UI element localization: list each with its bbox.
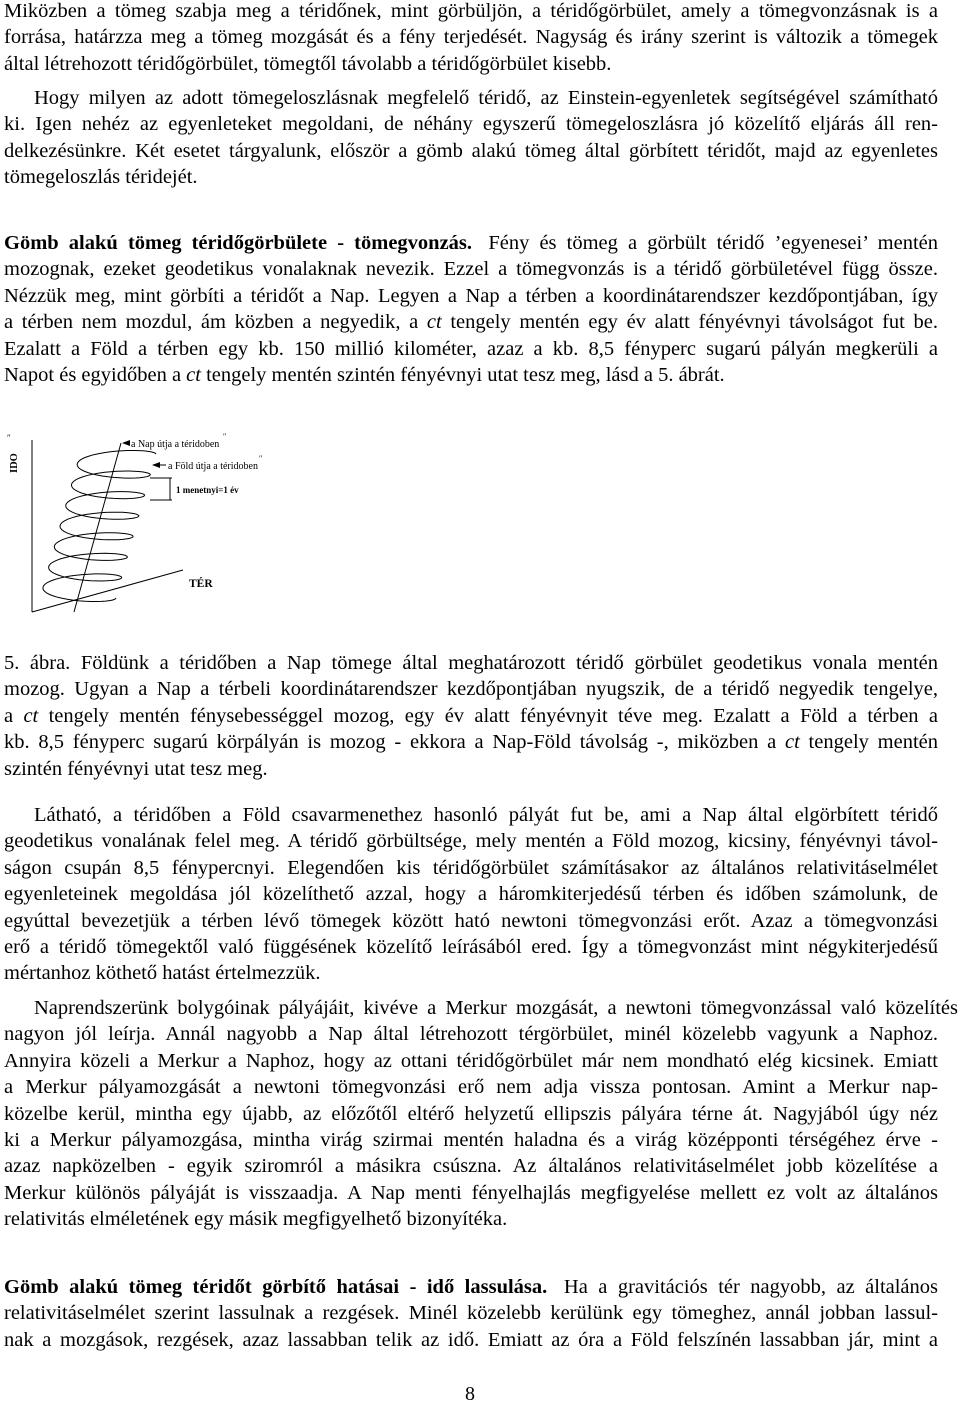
text-line bbox=[4, 1274, 938, 1300]
page-number: 8 bbox=[465, 1383, 475, 1405]
text-line: a Merkur pályamozgását a newtoni tömegvonzási erő nem adja vissza pontosan. Amint a Merkur nap- bbox=[4, 1076, 938, 1099]
earth-path-label: a Föld útja a téridoben bbox=[168, 461, 258, 472]
section-time-dilation bbox=[4, 1274, 938, 1353]
text-line: ki a Merkur pályamozgása, mintha virág szirmai mentén haladna és a virág középponti térségéhez érve - bbox=[4, 1128, 938, 1151]
text-line: delkezésünkre. Két esetet tárgyalunk, először a gömb alakú tömeg által görbített téridőt, majd az egyenletes bbox=[4, 139, 938, 162]
text-segment: a térben nem mozdul, ám közben a negyedik, a bbox=[4, 311, 427, 334]
text-line: Hogy milyen az adott tömegeloszlásnak megfelelő téridő, az Einstein-egyenletek segítségével számítható bbox=[34, 87, 938, 109]
sun-path-line bbox=[74, 443, 121, 612]
math-ct: ct bbox=[426, 311, 442, 334]
text-line: ságon csupán 8,5 fénypercnyi. Elegendően kis téridőgörbület számításakor az általános relativitáselmélet bbox=[4, 856, 938, 879]
text-line: Látható, a téridőben a Föld csavarmenethez hasonló pályát fut be, ami a Nap által elgörbített téridő bbox=[34, 804, 938, 826]
text-segment: tengely mentén fénysebességgel mozog, egy év alatt fényévnyit téve meg. Ezalatt a Föld a térben a bbox=[38, 704, 938, 727]
spacetime-helix-figure bbox=[0, 430, 280, 625]
text-segment: tengely mentén bbox=[799, 731, 938, 754]
text-line: geodetikus vonalának felel meg. A téridő görbültsége, mely mentén a Föld mozog, kicsiny, fényévnyi távol- bbox=[4, 830, 938, 853]
text-line: Ezalatt a Föld a térben egy kb. 150 millió kilométer, azaz a kb. 8,5 fényperc sugarú pályán megkerüli a bbox=[4, 337, 938, 360]
text-line: Nézzük meg, mint görbíti a téridőt a Nap. Legyen a Nap a térben a koordinátarendszer kezdőpontjában, így bbox=[4, 284, 938, 307]
text-line: Annyira közeli a Merkur a Naphoz, hogy az ottani téridőgörbület már nem mondható elég kicsinek. Emiatt bbox=[4, 1049, 938, 1072]
text-line: azaz napközelben - egyik sziromról a másikra csúszna. Az általános relativitáselmélet jobb közelítése a bbox=[4, 1155, 938, 1178]
space-axis-label: TÉR bbox=[189, 578, 213, 590]
text-line: 5. ábra. Földünk a téridőben a Nap tömege által meghatározott téridő görbület geodetikus vonala mentén bbox=[4, 652, 938, 674]
section-heading: Gömb alakú tömeg téridőt görbítő hatásai - idő lassulása. bbox=[4, 1276, 548, 1298]
paragraph-helix-orbit bbox=[4, 802, 938, 987]
one-turn-label: 1 menetnyi=1 év bbox=[176, 485, 239, 495]
text-segment: Ha a gravitációs tér nagyobb, az általános bbox=[563, 1276, 939, 1298]
text-segment: kb. 8,5 fényperc sugarú körpályán is mozog - ekkora a Nap-Föld távolság -, miközben a bbox=[4, 731, 785, 754]
text-line: relativitáselmélet szerint lassulnak a rezgések. Minél közelebb kerülünk egy tömeghez, annál jobban lassul- bbox=[4, 1302, 938, 1325]
space-axis-line bbox=[32, 570, 183, 612]
sun-path-label: a Nap útja a téridoben bbox=[131, 439, 220, 450]
text-line: Merkur különös pályáját is visszaadja. A Nap menti fényelhajlás megfigyelése mellett ez volt az általános bbox=[4, 1181, 938, 1204]
text-line: nagyon jól leírja. Annál nagyobb a Nap által létrehozott térgörbület, minél közelebb vagyunk a Naphoz. bbox=[4, 1023, 938, 1046]
text-line: mértanhoz köthető hatást értelmezzük. bbox=[4, 962, 321, 985]
text-line: mozog. Ugyan a Nap a térbeli koordinátarendszer kezdőpontjában nyugszik, de a téridő negyedik tengelye, bbox=[4, 678, 938, 701]
paragraph-mercury-orbit bbox=[4, 995, 958, 1233]
paragraph-intro bbox=[4, 0, 938, 77]
paragraph-einstein-equations bbox=[4, 85, 938, 191]
text-line bbox=[4, 230, 938, 256]
text-segment: a bbox=[4, 704, 24, 727]
math-ct: ct bbox=[784, 731, 800, 754]
text-line bbox=[4, 309, 938, 335]
text-line: tömegeloszlás téridejét. bbox=[4, 166, 198, 189]
one-turn-bracket bbox=[150, 478, 172, 500]
text-line: relativitás elméletének egy másik megfigyelhető bizonyítéka. bbox=[4, 1208, 508, 1231]
text-line: közelbe kerül, mintha egy újabb, az előzőtől eltérő helyzetű ellipszis pályára térne át. Nagyjából úgy néz bbox=[4, 1102, 938, 1125]
text-segment: Fény és tömeg a görbült téridő ’egyenesei’ mentén bbox=[488, 232, 938, 254]
math-ct: ct bbox=[23, 704, 39, 727]
text-segment: Napot és egyidőben a bbox=[4, 363, 187, 386]
text-line: szintén fényévnyi utat tesz meg. bbox=[4, 757, 268, 780]
text-segment: tengely mentén szintén fényévnyi utat tesz meg, lásd a 5. ábrát. bbox=[200, 363, 725, 386]
text-line: egyúttal bevezetjük a térben lévő tömegek között ható newtoni tömegvonzási erőt. Azaz a tömegvonzási bbox=[4, 909, 938, 932]
math-ct: ct bbox=[186, 363, 201, 386]
text-line: erő a téridő tömegektől való függésének közelítő leírásából ered. Így a tömegvonzást mint négykiterjedésű bbox=[4, 935, 938, 958]
text-line: Miközben a tömeg szabja meg a téridőnek, mint görbüljön, a téridőgörbület, amely a tömegvonzásnak is a bbox=[4, 0, 938, 22]
text-line bbox=[4, 362, 938, 388]
figure-caption bbox=[4, 650, 938, 782]
earth-helix-path bbox=[43, 451, 156, 602]
text-line: nak a mozgások, rezgések, azaz lassabban telik az idő. Emiatt az óra a Föld felszínén lassabban jár, mint a bbox=[4, 1328, 938, 1351]
text-line: egyenleteinek megoldása jól közelíthető azzal, hogy a háromkiterjedésű térben és időben számolunk, de bbox=[4, 883, 938, 906]
text-line bbox=[4, 729, 938, 755]
text-line bbox=[4, 703, 938, 729]
text-line: forrása, határzza meg a tömeg mozgását és a fény terjedését. Nagyság és irány szerint is változik a tömegek bbox=[4, 26, 938, 49]
time-axis-label: IDO bbox=[9, 453, 20, 473]
section-sphere-mass-gravitation bbox=[4, 230, 938, 388]
text-line: által létrehozott téridőgörbület, tömegtől távolabb a téridőgörbület kisebb. bbox=[4, 52, 612, 75]
text-segment: tengely mentén egy év alatt fényévnyi távolságot fut be. bbox=[441, 311, 938, 334]
text-line: Naprendszerünk bolygóinak pályájáit, kivéve a Merkur mozgását, a newtoni tömegvonzással való közelítés bbox=[34, 997, 958, 1019]
earth-label-accent: ″ bbox=[259, 454, 263, 463]
text-line: ki. Igen nehéz az egyenleteket megoldani, de néhány egyszerű tömegeloszlásra jó közelítő eljárás áll ren- bbox=[4, 113, 938, 136]
text-line: mozognak, ezeket geodetikus vonalaknak nevezik. Ezzel a tömegvonzás is a téridő görbületével függ össze. bbox=[4, 258, 938, 281]
section-heading: Gömb alakú tömeg téridőgörbülete - tömegvonzás. bbox=[4, 232, 473, 254]
time-axis-accent: ″ bbox=[7, 433, 11, 443]
sun-label-accent: ″ bbox=[223, 432, 227, 441]
